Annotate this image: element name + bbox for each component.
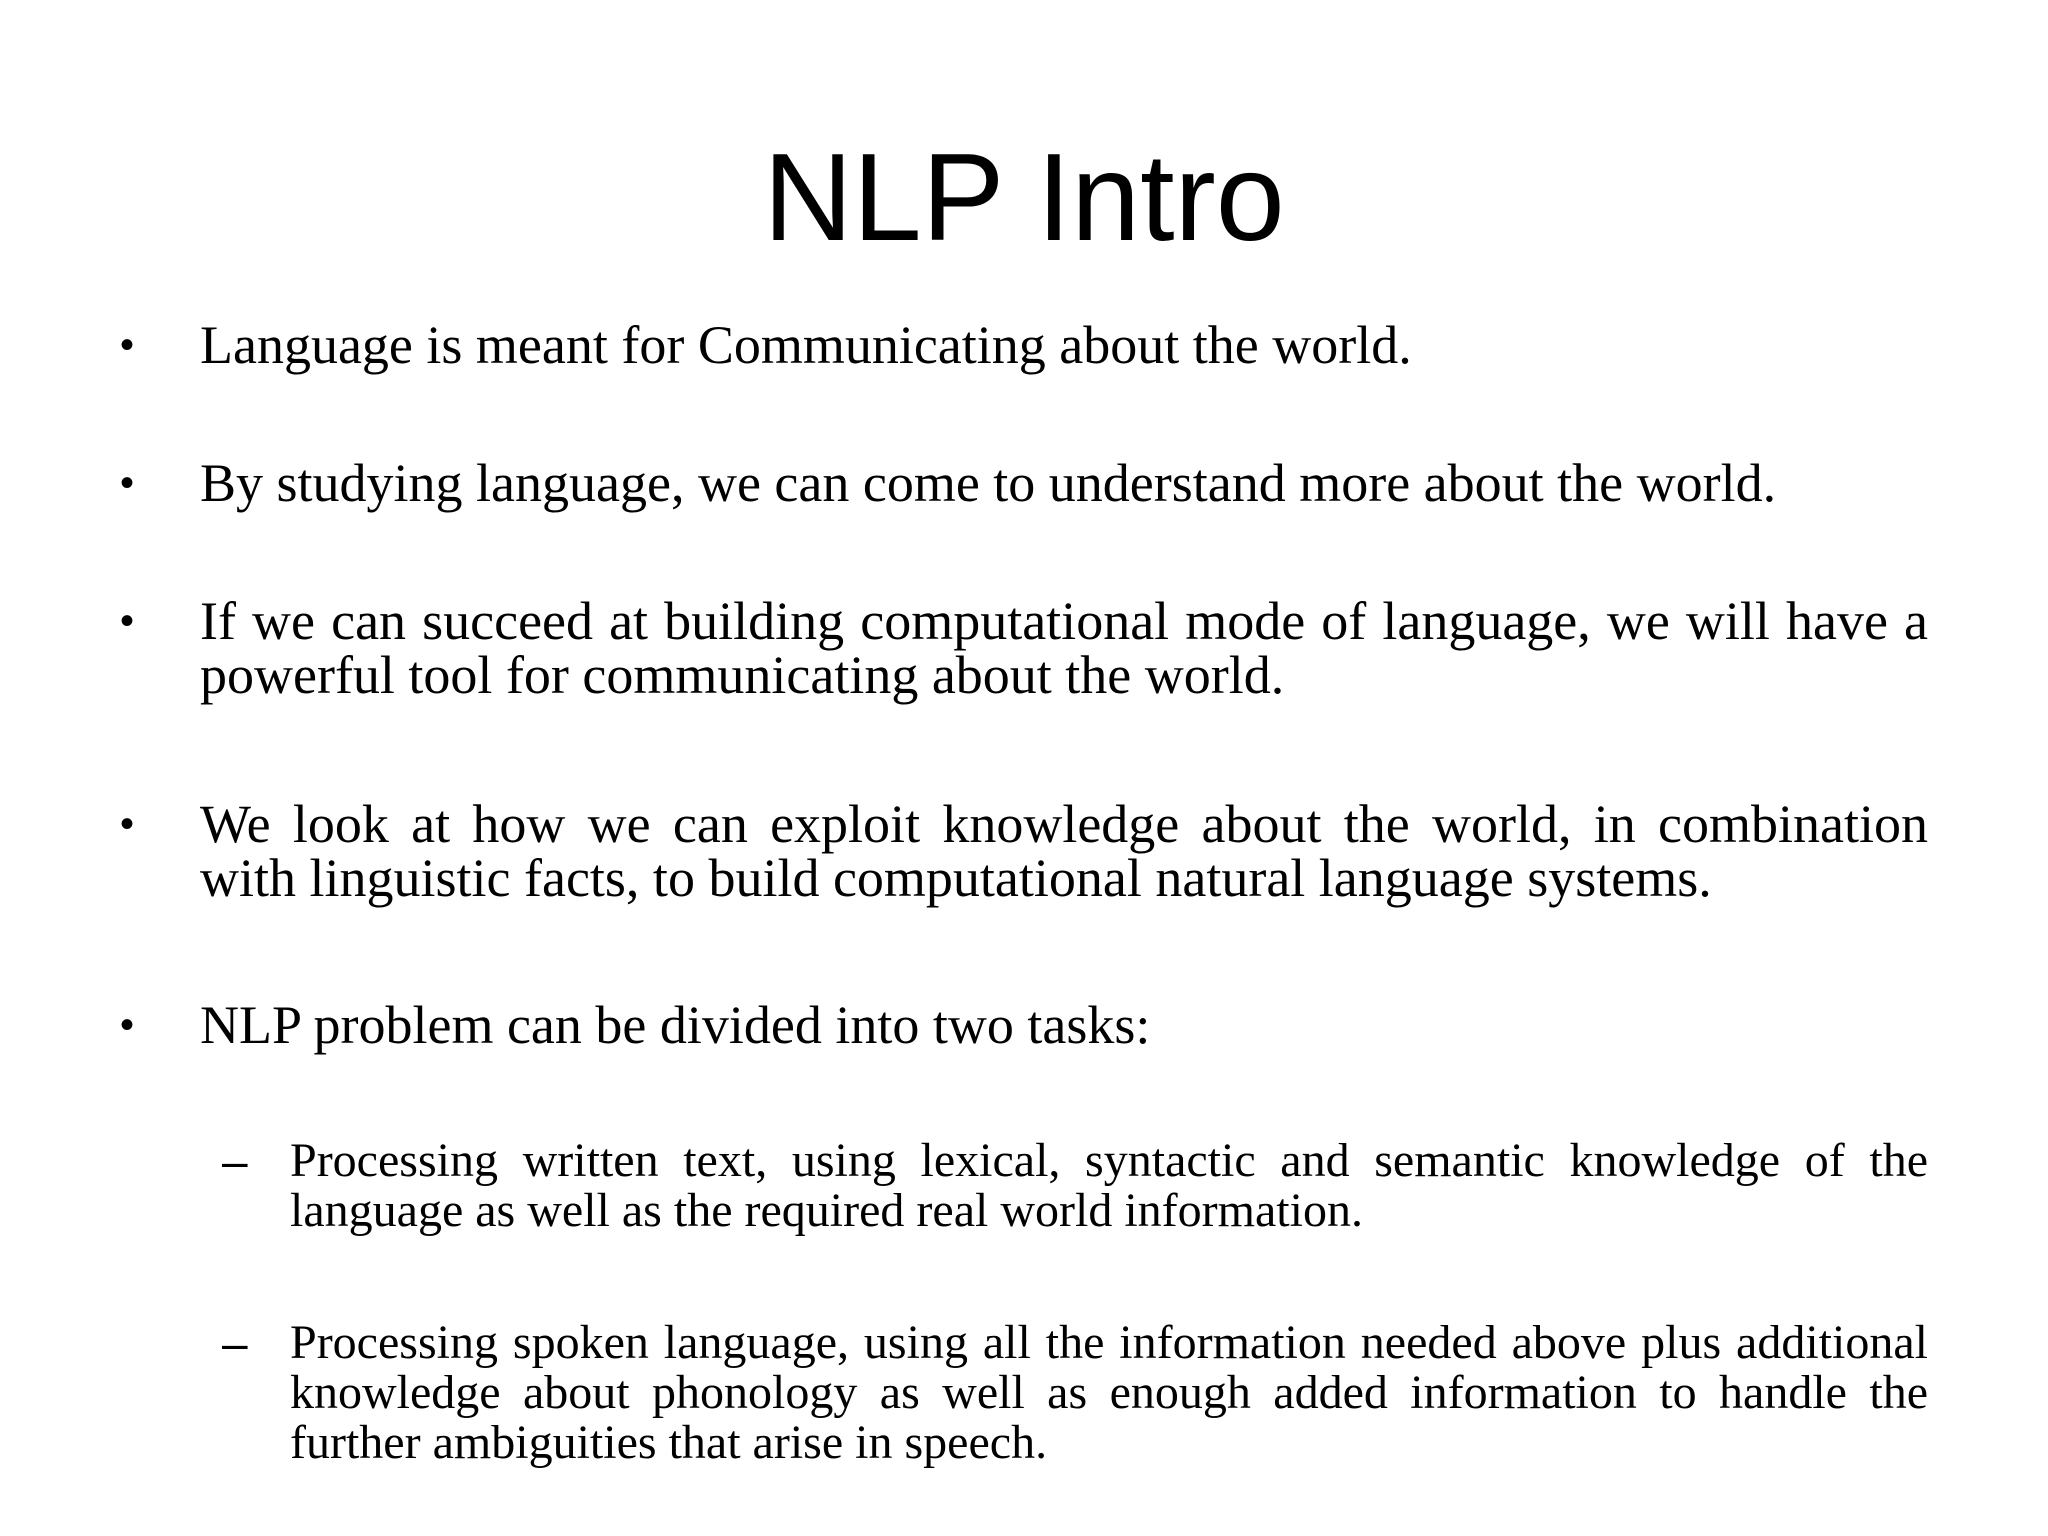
bullet-text: If we can succeed at building computational mode of language, we will have a powerful tool for communicating about the world. [200,591,1928,705]
bullet-text: Language is meant for Communicating about the world. [200,315,1412,375]
bullet-item [120,591,1928,705]
bullet-item [120,453,1928,513]
bullet-marker: • [120,802,135,846]
bullet-text: By studying language, we can come to understand more about the world. [200,453,1777,513]
bullet-item [120,315,1928,375]
bullet-item [120,995,1928,1055]
bullet-text: We look at how we can exploit knowledge about the world, in combination with linguistic facts, to build computational natural language systems. [200,794,1928,908]
bullet-item [120,794,1928,908]
sub-bullet-marker: – [222,1135,248,1187]
bullet-text: NLP problem can be divided into two tasks: [200,995,1151,1055]
sub-bullet-item [222,1316,1928,1469]
sub-bullet-text: Processing written text, using lexical, syntactic and semantic knowledge of the language as well as the required real world information. [290,1134,1928,1237]
sub-bullet-item [222,1134,1928,1237]
bullet-marker: • [120,323,135,367]
slide-title: NLP Intro [763,129,1285,267]
sub-bullet-text: Processing spoken language, using all the information needed above plus additional knowledge about phonology as well as enough added information to handle the further ambiguities that arise in speech. [290,1316,1928,1469]
bullet-marker: • [120,599,135,643]
bullet-marker: • [120,461,135,505]
sub-bullet-marker: – [222,1317,248,1369]
bullet-marker: • [120,1003,135,1047]
